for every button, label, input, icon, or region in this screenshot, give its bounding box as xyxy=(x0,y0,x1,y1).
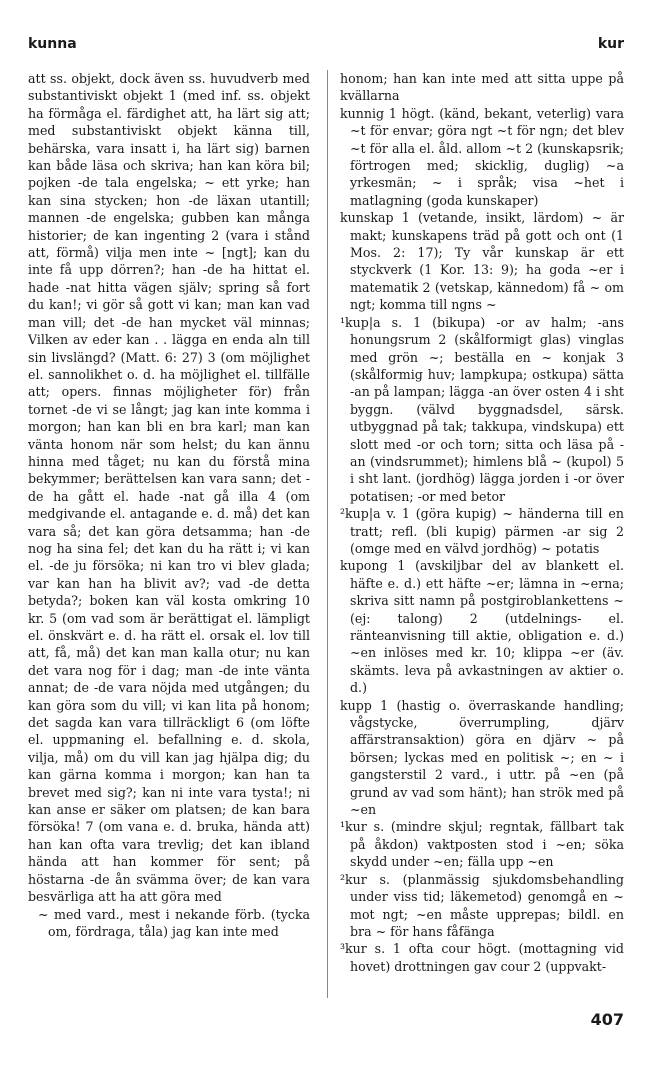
page-header xyxy=(28,36,624,56)
entry-kupa-noun: ¹kup|a s. 1 (bikupa) -or av halm; -ans honungsrum 2 (skålformigt glas) vinglas med grön ~; beställa en ~ konjak 3 (skålformig huv; lampkupa; ostkupa) sätta -an på lampan; lägga -an över osten 4 i sht byggn. (välvd byggnadsdel, särsk. utbyggnad på tak; takkupa, vindskupa) ett slott med -or och torn; sitta och läsa på -an (vindsrummet); himlens blå ~ (kupol) 5 i sht lant. (jordhög) lägga jorden i -or över potatisen; -or med betor xyxy=(340,314,624,504)
entry-kupa-verb: ²kup|a v. 1 (göra kupig) ~ händerna till en tratt; refl. (bli kupig) pärmen -ar sig 2 (omge med en välvd jordhög) ~ potatis xyxy=(340,506,624,556)
entry-kur-2: ²kur s. (planmässig sjukdomsbehandling under viss tid; läkemetod) genomgå en ~ mot ngt; ~en måste upprepas; bildl. en bra ~ för hans fåfänga xyxy=(340,871,624,939)
entry-kur-1: ¹kur s. (mindre skjul; regntak, fällbart tak på åkdon) vaktposten stod i ~en; söka skydd under ~en; fälla upp ~en xyxy=(340,819,624,870)
entry-kunna-continuation: att ss. objekt, dock även ss. huvudverb med substantiviskt objekt 1 (med inf. ss. objekt ha förmåga el. färdighet att, ha lärt sig att; med substantiviskt objekt känna till, behärska, vara insatt i, ha lärt sig) barnen kan både läsa och skriva; han kan köra bil; pojken -de tala engelska; ~ ett yrke; han kan sina stycken; hon -de läxan utantill; mannen -de engelska; gubben kan många historier; de kan ingenting 2 (vara i stånd att, förmå) vilja men inte ~ [ngt]; kan du inte få upp dörren?; han -de ha hittat el. hade -nat hitta vägen själv; spring så fort du kan!; vi gör så gott vi kan; man kan vad man vill; det -de han mycket väl minnas; Vilken av eder kan . . lägga en enda aln till sin livslängd? (Matt. 6: 27) 3 (om möjlighet el. sannolikhet o. d. ha möjlighet el. tillfälle att; opers. finnas möjligheter för) från tornet -de vi se långt; jag kan inte komma i morgon; han kan bli en bra karl; man kan vänta honom när som helst; du kan ännu hinna med tåget; nu kan du förstå mina bekymmer; berättelsen kan vara sann; det -de ha gått el. hade -nat gå illa 4 (om medgivande el. antagande e. d. må) det kan vara så; det kan göra detsamma; han -de nog ha sina fel; det kan du ha rätt i; vi kan el. -de ju försöka; ni kan tro vi blev glada; var kan han ha blivit av?; vad -de detta betyda?; boken kan väl kosta omkring 10 kr. 5 (om vad som är berättigat el. lämpligt el. önskvärt e. d. ha rätt el. orsak el. lov till att, få, må) det kan man kalla otur; nu kan det vara nog för i dag; man -de inte vänta annat; de -de vara nöjda med utgången; du kan göra som du vill; vi kan lita på honom; det sagda kan vara tillräckligt 6 (om löfte el. uppmaning el. befallning e. d. skola, vilja, må) om du vill kan jag hjälpa dig; du kan gärna komma i morgon; kan han ta brevet med sig?; kan ni inte vara tysta!; ni kan anse er säker om platsen; de kan bara försöka! 7 (om vana e. d. bruka, hända att) han kan ofta vara trevlig; det kan ibland hända att han kommer för sent; på höstarna -de ån svämma över; de kan vara besvärliga att ha att göra med xyxy=(28,71,310,905)
header-right-guide-word: kur xyxy=(597,36,624,52)
entry-kupong: kupong 1 (avskiljbar del av blankett el. häfte e. d.) ett häfte ~er; lämna in ~erna; skriva sitt namn på postgiroblankettens ~ (ej: talong) 2 (utdelnings- el. ränteanvisning till aktie, obligation e. d.) ~en inlöses med kr. 10; klippa ~er (äv. skämts. leva på avkastningen av aktier o. d.) xyxy=(340,558,624,696)
header-left-guide-word: kunna xyxy=(28,36,77,52)
entry-kur-3: ³kur s. 1 ofta cour högt. (mottagning vid hovet) drottningen gav cour 2 (uppvakt- xyxy=(340,941,624,974)
column-divider xyxy=(327,70,328,998)
entry-kunna-med: ~ med vard., mest i nekande förb. (tycka om, fördraga, tåla) jag kan inte med xyxy=(38,906,310,939)
entry-kunnig: kunnig 1 högt. (känd, bekant, veterlig) vara ~t för envar; göra ngt ~t för ngn; det blev ~t för alla el. åld. allom ~t 2 (kunskapsrik; förtrogen med; skicklig, duglig) ~a yrkesmän; ~ i språk; visa ~het i matlagning (goda kunskaper) xyxy=(340,105,624,208)
entry-kupp: kupp 1 (hastig o. överraskande handling; vågstycke, överrumpling, djärv affärstransaktion) göra en djärv ~ på börsen; lyckas med en politisk ~; en ~ i gangsterstil 2 vard., i uttr. på ~en (på grund av vad som hänt); han strök med på ~en xyxy=(340,697,624,818)
right-column xyxy=(340,70,624,975)
left-column xyxy=(28,70,310,940)
page-number: 407 xyxy=(590,1010,624,1029)
entry-continuation: honom; han kan inte med att sitta uppe på kvällarna xyxy=(340,71,624,104)
entry-kunskap: kunskap 1 (vetande, insikt, lärdom) ~ är makt; kunskapens träd på gott och ont (1 Mos. 2: 17); Ty vår kunskap är ett styckverk (1 Kor. 13: 9); ha goda ~er i matematik 2 (vetskap, kännedom) få ~ om ngt; komma till ngns ~ xyxy=(340,210,624,313)
